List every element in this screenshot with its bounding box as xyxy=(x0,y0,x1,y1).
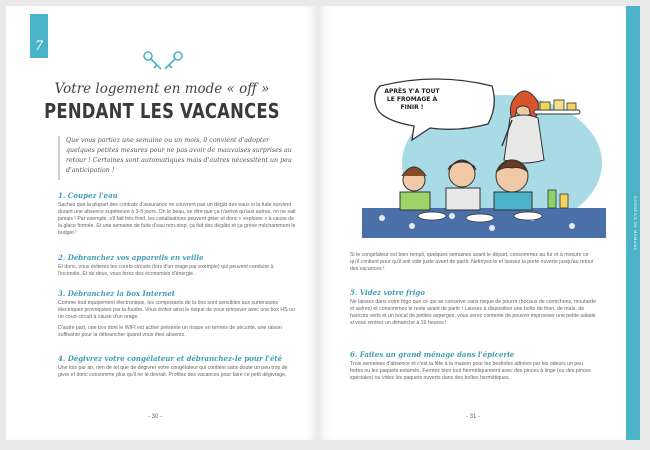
section-title: 2. Débranchez vos appareils en veille xyxy=(58,253,204,262)
section-continued xyxy=(350,252,596,277)
page-title-script: Votre logement en mode « off » xyxy=(54,81,270,97)
keys-icon xyxy=(139,50,187,72)
page-number: - 31 - xyxy=(466,414,481,420)
right-page xyxy=(318,6,640,440)
section-title: 4. Dégivrez votre congélateur et débranchez-le pour l'été xyxy=(58,354,283,363)
section-paragraph: Sachez que la plupart des contrats d'assurance ne couvrent pas un dégât des eaux si la fuite survient durant une absence supérieure à 3-5 jours. On le beau, se dire que ça n'arrive qu'aux autres, on ne sait jamais ! Par exemple, s'il fait très froid, les canalisations peuvent geler et donc « exploser » à cause de la glace formée. Et une semaine de fuite d'eau non-stop, ça fait des dégâts et ça grève méchamment le budget ! xyxy=(58,202,296,236)
section-title: 1. Coupez l'eau xyxy=(58,191,118,200)
page-title: PENDANT LES VACANCES xyxy=(44,99,280,123)
section-title: 5. Videz votre frigo xyxy=(350,288,425,297)
left-page xyxy=(6,6,318,440)
section-title: 3. Débranchez la box Internet xyxy=(58,289,176,298)
intro-text: Que vous partiez une semaine ou un mois, il convient d'adopter quelques petites mesures pour ne pas avoir de mauvaises surprises au retour ! Certaines sont automatiques mais d'autres nécessitent un peu d'anticipation ! xyxy=(58,136,294,180)
section-1 xyxy=(58,191,296,241)
section-4 xyxy=(58,354,296,383)
section-5 xyxy=(350,288,596,331)
chapter-tab xyxy=(30,14,48,58)
section-paragraph: Une fois par an, rien de tel que de dégivrer votre congélateur qui contient sans doute un peu trop de givre et donc consomme plus qu'il ne le devrait. Profitez des vacances pour faire ce petit dégivrage. xyxy=(58,365,288,378)
speech-bubble-text: APRÈS Y'A TOUT LE FROMAGE À FINIR ! xyxy=(384,88,440,111)
section-6 xyxy=(350,350,596,386)
section-paragraph: Ne laissez dans votre frigo que ce qui se conserve sans risque de pourrir (bocaux de cornichons, moutarde et autres) et consommez le reste avant de partir ! Laissez à disposition une boîte de thon, de maïs, de haricots verts et un bocal de petites asperges, vous serez contente de pouvoir improviser une petite salade si vous rentrez un dimanche à 19 heures ! xyxy=(350,299,596,326)
section-paragraph: D'autre part, une box dont le WIFI est activé présente un risque en termes de sécurité, une raison suffisante pour la débrancher quand vous êtes absents. xyxy=(58,325,282,338)
section-paragraph: Comme tout équipement électronique, les composants de la box sont sensibles aux surtensions électriques provoquées par la foudre. Vous évitez ainsi le risque de vous retrouver avec une box HS ou un court-circuit à cause d'un orage. xyxy=(58,300,295,320)
section-title: 6. Faites un grand ménage dans l'épicerie xyxy=(350,350,515,359)
section-3 xyxy=(58,289,296,343)
section-paragraph: Et donc, vous éviterez les courts-circuits (lors d'un orage par exemple) qui peuvent conduire à l'incendie. Et de deux, vous ferez des économies d'énergie. xyxy=(58,264,274,277)
page-number: - 30 - xyxy=(148,414,163,420)
section-paragraph: Trois semaines d'absence et c'est la fête à la maison pour les bestioles attirées par les odeurs un peu fortes ou les paquets entamés. Fermez bien tout hermétiquement avec des pinces à linge (ou des pinces spéciales) ou videz les paquets ouverts dans des boîtes hermétiques. xyxy=(350,361,591,381)
section-2 xyxy=(58,253,296,282)
side-bar xyxy=(626,6,640,440)
side-label: CONSEILS DE MAMANS xyxy=(633,196,638,251)
section-paragraph: Si le congélateur est bien rempli, quelques semaines avant le départ, consommez au fur et à mesure ce qu'il contient pour qu'il soit vide juste avant de partir. Nettoyez-le et laissez la porte ouverte jusqu'au retour des vacances ! xyxy=(350,252,594,272)
chapter-number: 7 xyxy=(34,39,44,54)
